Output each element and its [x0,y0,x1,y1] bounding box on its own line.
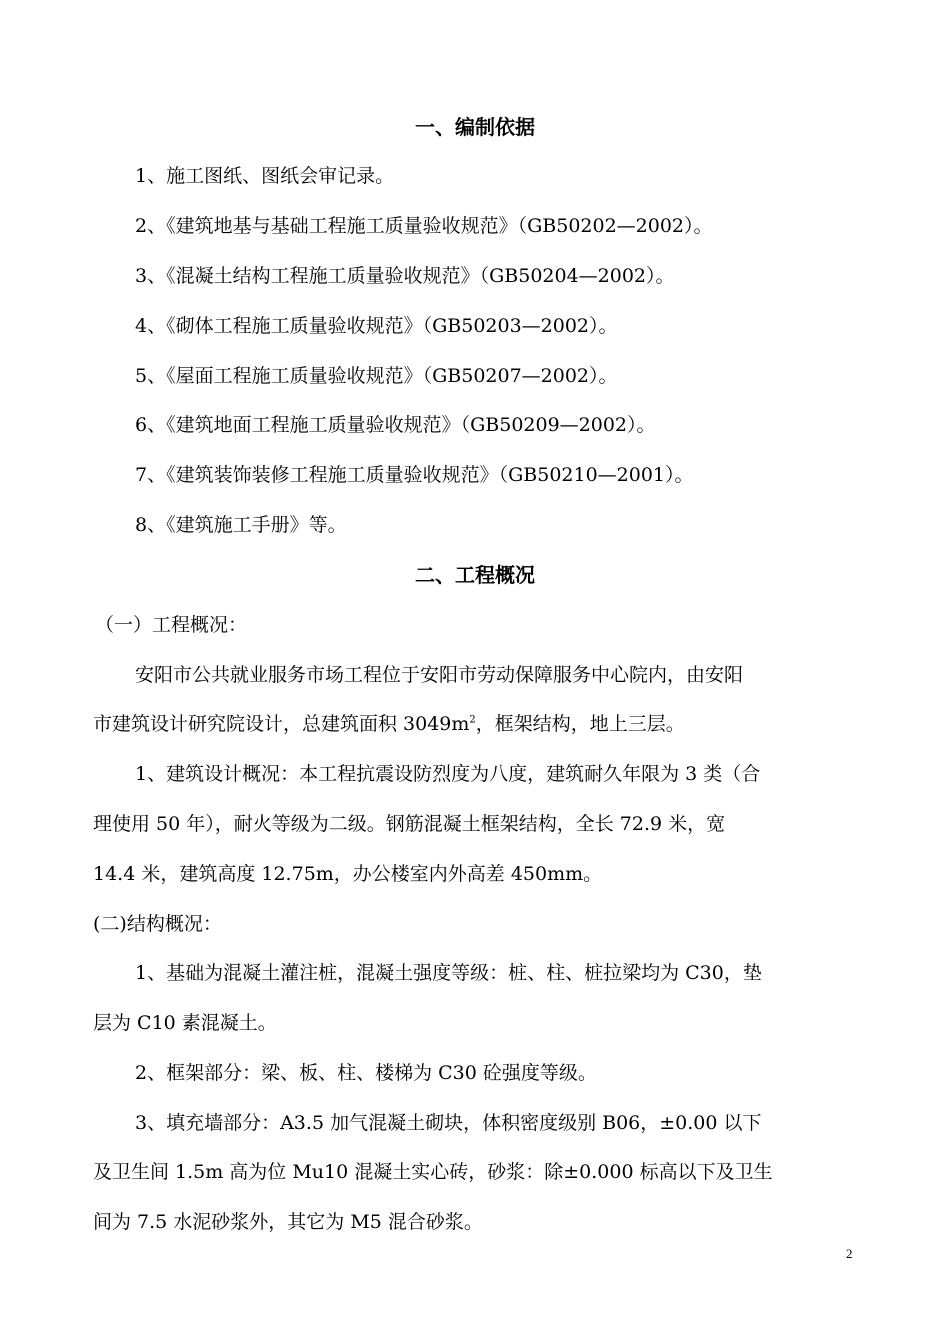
project-paragraph-line-2-text: 市建筑设计研究院设计，总建筑面积 3049m [93,713,470,735]
basis-item-4: 4、《砌体工程施工质量验收规范》（GB50203—2002）。 [135,315,618,337]
basis-item-1: 1、施工图纸、图纸会审记录。 [135,165,395,187]
basis-item-2: 2、《建筑地基与基础工程施工质量验收规范》（GB50202—2002）。 [135,215,713,237]
design-paragraph-line-2: 理使用 50 年），耐火等级为二级。钢筋混凝土框架结构，全长 72.9 米，宽 [93,813,726,835]
frame-paragraph-line-1: 2、框架部分：梁、板、柱、楼梯为 C30 砼强度等级。 [135,1062,597,1084]
foundation-paragraph-line-1: 1、基础为混凝土灌注桩，混凝土强度等级：桩、柱、桩拉梁均为 C30，垫 [135,962,762,984]
basis-item-5: 5、《屋面工程施工质量验收规范》（GB50207—2002）。 [135,365,618,387]
infill-paragraph-line-1: 3、填充墙部分：A3.5 加气混凝土砌块，体积密度级别 B06，±0.00 以下 [135,1112,762,1134]
infill-paragraph-line-3: 间为 7.5 水泥砂浆外，其它为 M5 混合砂浆。 [93,1211,483,1233]
foundation-paragraph-line-2: 层为 C10 素混凝土。 [93,1012,277,1034]
basis-item-6: 6、《建筑地面工程施工质量验收规范》（GB50209—2002）。 [135,414,656,436]
project-paragraph-line-2 [93,712,685,736]
infill-paragraph-line-2: 及卫生间 1.5m 高为位 Mu10 混凝土实心砖，砂浆：除±0.000 标高以下及卫生 [93,1161,773,1183]
subsection-heading-structure: (二)结构概况： [93,913,222,935]
design-paragraph-line-3: 14.4 米，建筑高度 12.75m，办公楼室内外高差 450mm。 [93,863,603,885]
basis-item-3: 3、《混凝土结构工程施工质量验收规范》（GB50204—2002）。 [135,265,675,287]
project-paragraph-line-1: 安阳市公共就业服务市场工程位于安阳市劳动保障服务中心院内，由安阳 [135,664,744,686]
subsection-heading-project: （一）工程概况： [95,614,248,636]
section-title-basis: 一、编制依据 [415,115,535,139]
design-paragraph-line-1: 1、建筑设计概况：本工程抗震设防烈度为八度，建筑耐久年限为 3 类（合 [135,763,761,785]
area-unit-superscript: 2 [469,714,476,726]
project-paragraph-line-2-tail: ，框架结构，地上三层。 [475,713,685,735]
section-title-overview: 二、工程概况 [415,563,535,587]
page-number: 2 [846,1246,853,1261]
basis-item-8: 8、《建筑施工手册》等。 [135,514,347,536]
basis-item-7: 7、《建筑装饰装修工程施工质量验收规范》（GB50210—2001）。 [135,464,694,486]
